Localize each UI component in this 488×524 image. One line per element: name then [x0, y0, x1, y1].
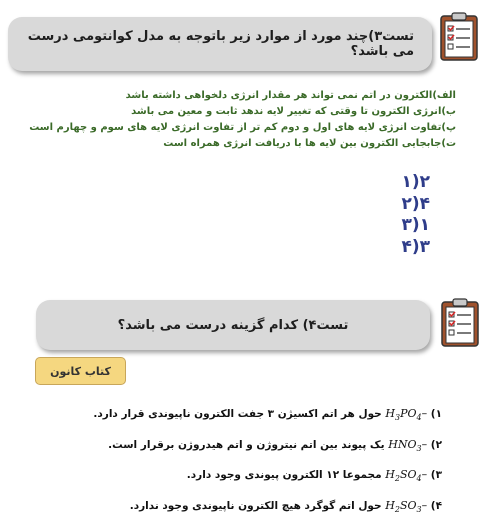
source-tag — [35, 357, 126, 385]
statement-c: پ)تفاوت انرژی لایه های اول و دوم کم تر از تفاوت انرژی لایه های سوم و چهارم است — [29, 122, 456, 133]
answer-choice-4[interactable]: ۳(۴ — [401, 236, 430, 257]
option-1[interactable] — [93, 401, 442, 432]
option-number: ۳) — [430, 469, 442, 482]
statement-b: ب)انرژی الکترون تا وقتی که تغییر لایه ندهد ثابت و معین می باشد — [131, 106, 456, 117]
answer-choice-2[interactable]: ۴(۲ — [401, 193, 430, 214]
option-text: حول اتم گوگرد هیچ الکترون ناپیوندی وجود ندارد. — [129, 500, 382, 513]
clipboard-checklist-icon — [439, 12, 479, 62]
statement-d: ت)جابجایی الکترون بین لایه ها با دریافت انرژی همراه است — [163, 138, 456, 149]
source-tag-label: کتاب کانون — [50, 364, 111, 378]
clipboard-checklist-icon — [440, 298, 480, 348]
question-3-title: تست۳)چند مورد از موارد زیر باتوجه به مدل کوانتومی درست می باشد؟ — [27, 29, 414, 59]
question-3-statements — [29, 88, 456, 152]
statement-a: الف)الکترون در اتم نمی تواند هر مقدار انرژی دلخواهی داشته باشد — [125, 90, 456, 101]
option-4[interactable] — [120, 493, 442, 524]
option-text: مجموعا ۱۲ الکترون پیوندی وجود دارد. — [186, 469, 382, 482]
chemical-formula: $H_2SO_4-$ — [385, 468, 428, 484]
option-3[interactable] — [120, 462, 442, 493]
option-text: حول هر اتم اکسیژن ۳ جفت الکترون ناپیوندی قرار دارد. — [93, 408, 382, 420]
question-4-title: تست۴) کدام گزینه درست می باشد؟ — [117, 317, 349, 333]
option-number: ۱) — [430, 408, 442, 420]
option-text: یک پیوند بین اتم نیتروژن و اتم هیدروژن برقرار است. — [108, 438, 385, 451]
question-4-title-banner — [36, 300, 430, 350]
answer-choice-1[interactable]: ۲(۱ — [401, 172, 430, 192]
chemical-formula: $H_3PO_4-$ — [385, 407, 428, 423]
question-3-answer-choices — [380, 172, 430, 258]
chemical-formula: $H_2SO_3-$ — [385, 499, 428, 515]
question-4-options — [93, 401, 442, 524]
option-2[interactable] — [108, 432, 442, 463]
option-number: ۲) — [430, 438, 442, 451]
answer-choice-3[interactable]: ۱(۳ — [401, 215, 430, 235]
option-number: ۴) — [430, 500, 442, 513]
question-3-title-banner — [8, 17, 432, 71]
chemical-formula: $HNO_3-$ — [388, 437, 428, 453]
